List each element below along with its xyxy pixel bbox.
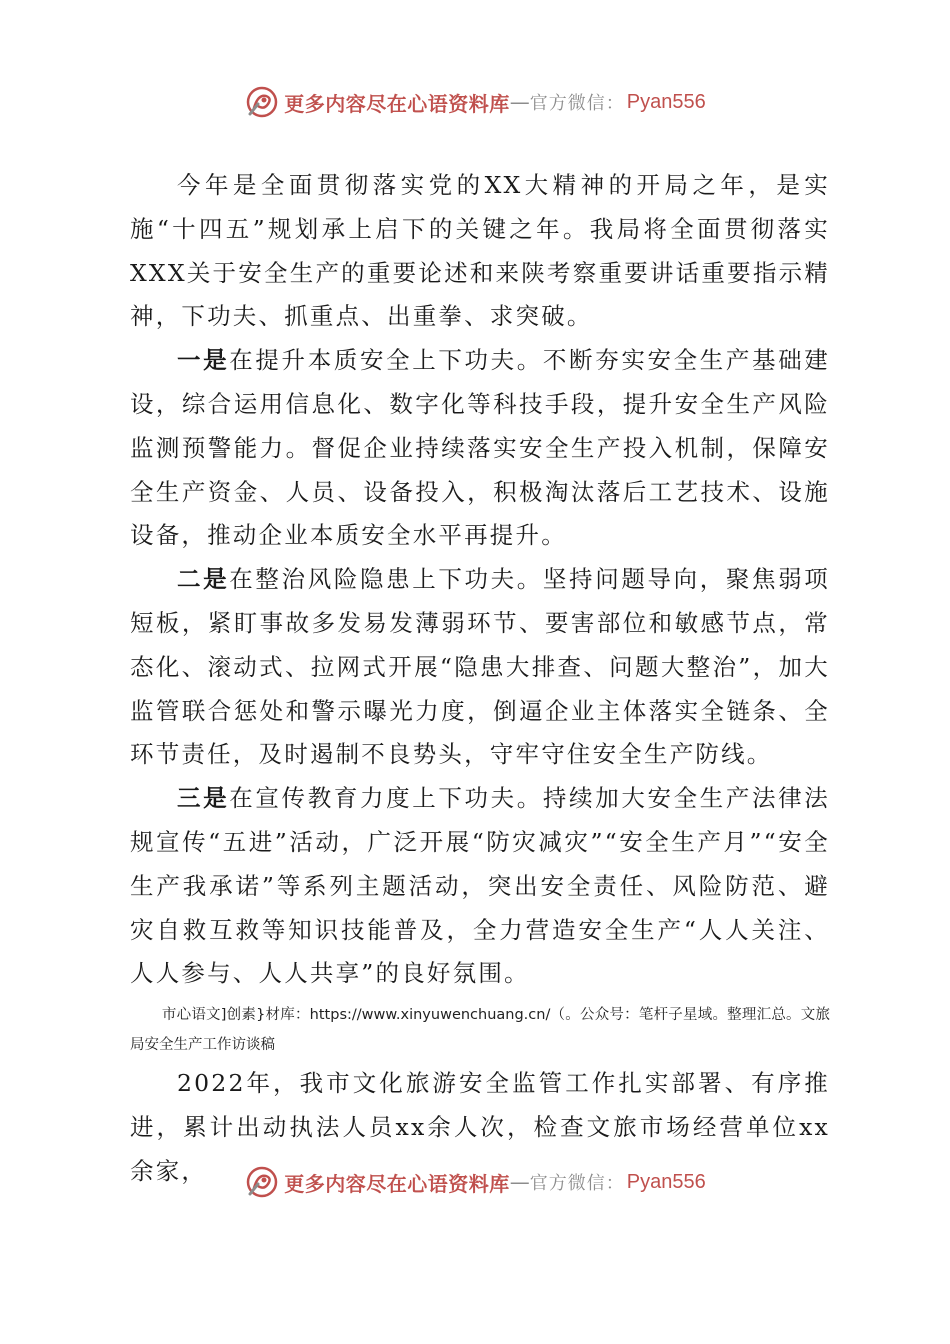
point-three-body: 在宣传教育力度上下功夫。持续加大安全生产法律法规宣传“五进”活动，广泛开展“防灾减灾”“安全生产月”“安全生产我承诺”等系列主题活动，突出安全责任、风险防范、避灾自救互救等知识技能普及，全力营造安全生产“人人关注、人人参与、人人共享”的良好氛围。 (130, 784, 830, 988)
banner-wechat-id: Pyan556 (626, 1170, 706, 1193)
banner-wechat-label: 官方微信： (529, 93, 625, 114)
brand-logo-icon (244, 84, 280, 120)
brand-logo-icon (244, 1164, 280, 1200)
paragraph-2022: 2022年，我市文化旅游安全监管工作扎实部署、有序推进，累计出动执法人员xx余人次，检查文旅市场经营单位xx余家， (130, 1069, 830, 1185)
point-one-body: 在提升本质安全上下功夫。不断夯实安全生产基础建设，综合运用信息化、数字化等科技手段，提升安全生产风险监测预警能力。督促企业持续落实安全生产投入机制，保障安全生产资金、人员、设备投入，积极淘汰落后工艺技术、设施设备，推动企业本质安全水平再提升。 (130, 346, 830, 550)
point-two-lead: 二是 (177, 565, 230, 594)
point-three-lead: 三是 (177, 784, 230, 813)
point-three-paragraph (130, 777, 830, 996)
banner-dash: — (509, 90, 530, 114)
banner-wechat-id: Pyan556 (626, 90, 706, 113)
banner-dash: — (509, 1170, 530, 1194)
banner-brand-text: 更多内容尽在心语资料库 (284, 1171, 510, 1196)
source-note: 市心语文]创素}材库：https://www.xinyuwenchuang.cn/（。公众号：笔杆子星域。整理汇总。文旅局安全生产工作访谈稿 (130, 1007, 830, 1054)
footer-banner (0, 1162, 950, 1202)
document-body (130, 164, 830, 1194)
point-two-body: 在整治风险隐患上下功夫。坚持问题导向，聚焦弱项短板，紧盯事故多发易发薄弱环节、要害部位和敏感节点，常态化、滚动式、拉网式开展“隐患大排查、问题大整治”，加大监管联合惩处和警示曝光力度，倒逼企业主体落实全链条、全环节责任，及时遏制不良势头，守牢守住安全生产防线。 (130, 565, 830, 769)
point-two-paragraph (130, 558, 830, 777)
banner-brand-text: 更多内容尽在心语资料库 (284, 91, 510, 116)
point-one-paragraph (130, 339, 830, 558)
banner-wechat-label: 官方微信： (529, 1173, 625, 1194)
intro-paragraph: 今年是全面贯彻落实党的XX大精神的开局之年，是实施“十四五”规划承上启下的关键之年。我局将全面贯彻落实XXX关于安全生产的重要论述和来陕考察重要讲话重要指示精神，下功夫、抓重点、出重拳、求突破。 (130, 171, 830, 331)
header-banner (0, 82, 950, 122)
point-one-lead: 一是 (177, 346, 230, 375)
